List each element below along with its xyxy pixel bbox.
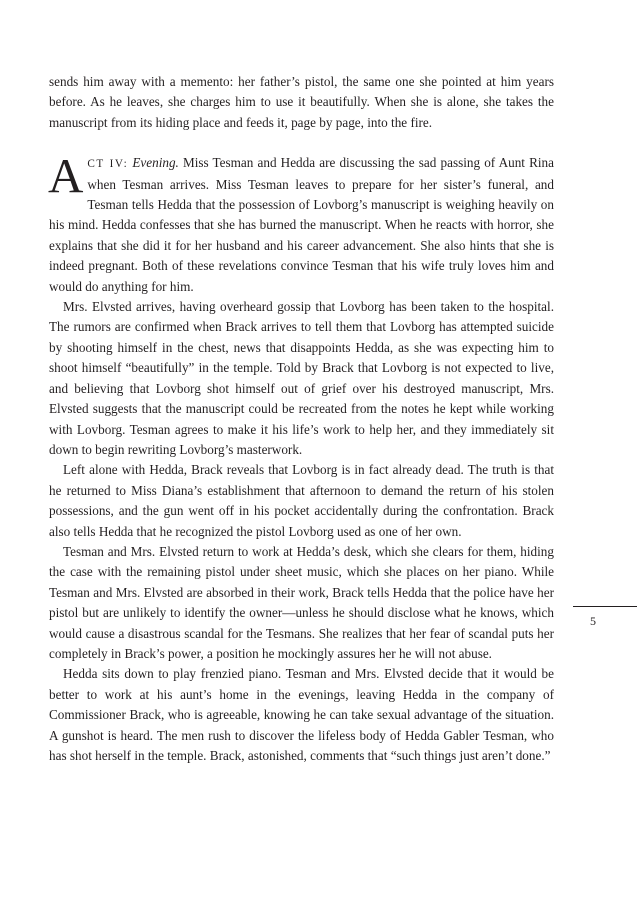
- paragraph-elvsted-arrives: Mrs. Elvsted arrives, having overheard gossip that Lovborg has been taken to the hospital. The rumors are confirmed when Brack arrives to tell them that Lovborg has attempted suicide by shooting himself in the chest, news that disappoints Hedda, as she was expecting him to shoot himself “beautifully” in the temple. Told by Brack that Lovborg is not expected to live, and believing that Lovborg shot himself out of grief over his destroyed manuscript, Mrs. Elvsted suggests that the manuscript could be recreated from the notes he kept while working with Lovborg. Tesman agrees to make it his life’s work to help her, and they immediately sit down to begin rewriting Lovborg’s masterwork.: [49, 299, 554, 457]
- act-heading: CT IV:: [87, 158, 129, 171]
- paragraph-act-iii-ending: sends him away with a memento: her father’s pistol, the same one she pointed at him years before. As he leaves, she charges him to use it beautifully. When she is alone, she takes the manuscript from its hiding place and feeds it, page by page, into the fire.: [49, 74, 554, 130]
- paragraph-finale: Hedda sits down to play frenzied piano. Tesman and Mrs. Elvsted decide that it would be better to work at his aunt’s home in the evenings, leaving Hedda in the company of Commissioner Brack, who is agreeable, knowing he can take sexual advantage of the situation. A gunshot is heard. The men rush to discover the lifeless body of Hedda Gabler Tesman, who has shot herself in the temple. Brack, astonished, comments that “such things just aren’t done.”: [49, 666, 554, 763]
- body-text: [49, 72, 554, 766]
- paragraph-act-iv-text: Miss Tesman and Hedda are discussing the sad passing of Aunt Rina when Tesman arrives. Miss Tesman leaves to prepare for her sister’s funeral, and Tesman tells Hedda that the possession of Lovborg’s manuscript is weighing heavily on his mind. Hedda confesses that she has burned the manuscript. When he reacts with horror, she explains that she did it for her husband and his career advancement. She also hints that she is indeed pregnant. Both of these revelations convince Tesman that his wife truly loves him and would do anything for him.: [49, 155, 554, 294]
- paragraph-act-iv-opening: [48, 148, 554, 297]
- folio-rule: [573, 606, 637, 607]
- drop-cap: A: [48, 148, 84, 204]
- page-number: 5: [590, 614, 596, 628]
- paragraph-desk-work: Tesman and Mrs. Elvsted return to work at Hedda’s desk, which she clears for them, hiding the case with the remaining pistol under sheet music, which she places on her piano. While Tesman and Mrs. Elvsted are absorbed in their work, Brack tells Hedda that the police have her pistol but are unlikely to identify the owner—unless he should disclose what he knows, which would cause a disastrous scandal for the Tesmans. She realizes that her fear of scandal puts her completely in Brack’s power, a position he mockingly assures her he will not abuse.: [49, 543, 554, 661]
- paragraph-brack-reveals: Left alone with Hedda, Brack reveals that Lovborg is in fact already dead. The truth is that he returned to Miss Diana’s establishment that afternoon to demand the return of his stolen possessions, and the gun went off in his pocket accidentally during the confrontation. Brack also tells Hedda that he recognized the pistol Lovborg used as one of her own.: [49, 462, 554, 539]
- scene-label: Evening.: [132, 155, 179, 171]
